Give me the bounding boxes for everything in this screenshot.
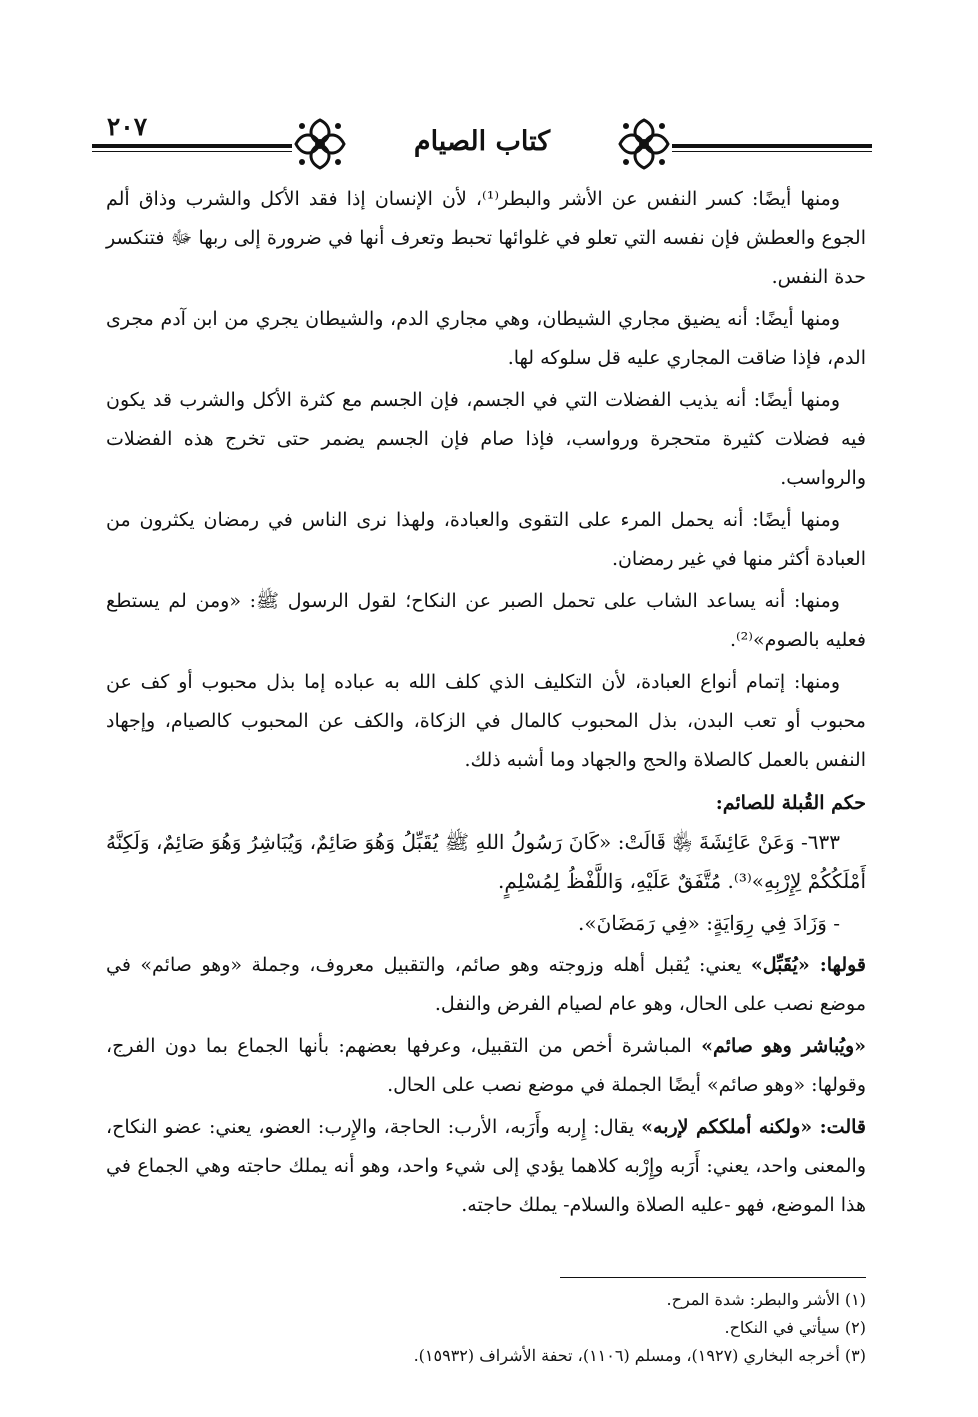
- footnote-divider: [560, 1277, 866, 1278]
- floral-ornament-icon: [292, 116, 348, 172]
- commentary-lead: قولها: «يُقَبِّل»: [750, 954, 867, 976]
- paragraph: ومنها أيضًا: أنه يحمل المرء على التقوى والعبادة، ولهذا نرى الناس في رمضان يكثرون من العبادة أكثر منها في غير رمضان.: [106, 509, 866, 570]
- footnote: (٢) سيأتي في النكاح.: [724, 1318, 866, 1337]
- footnote: (١) الأشر والبطر: شدة المرح.: [666, 1290, 866, 1309]
- footnote: (٣) أخرجه البخاري (١٩٢٧)، ومسلم (١١٠٦)، تحفة الأشراف (١٥٩٣٢).: [413, 1346, 866, 1365]
- hadith-addition: - وَزَادَ فِي رِوَايَةٍ: «فِي رَمَضَانَ».: [577, 911, 840, 935]
- page-header: [92, 108, 872, 170]
- paragraph: ومنها: أنه يساعد الشاب على تحمل الصبر عن النكاح؛ لقول الرسول ﷺ: «ومن لم يستطع فعليه بالصوم»⁽²⁾.: [106, 590, 866, 651]
- commentary-paragraph: [106, 1027, 866, 1105]
- commentary-lead: قالت: «ولكنه أملككم لإربه»: [641, 1116, 866, 1138]
- commentary-lead: «ويُباشر وهو صائم»: [701, 1035, 867, 1057]
- page-number: ٢٠٧: [106, 112, 148, 141]
- commentary-paragraph: [106, 1108, 866, 1225]
- floral-ornament-icon: [616, 116, 672, 172]
- commentary-paragraph: [106, 946, 866, 1024]
- main-text: [106, 180, 866, 1228]
- paragraph: ومنها أيضًا: أنه يذيب الفضلات التي في الجسم، فإن الجسم مع كثرة الأكل والشرب قد يكون فيه فضلات كثيرة متحجرة ورواسب، فإذا صام فإن الجسم يضمر حتى تخرج هذه الفضلات والرواسب.: [106, 389, 866, 489]
- commentary-text: يقال: إِربه وأَرَبه، الأرب: الحاجة، والإِرب: العضو، يعني: عضو النكاح، والمعنى واحد، يعني: أَرَبه وإِرْبه كلاهما يؤدي إلى شيء واحد، وهو أنه يملك حاجته وهي الجماع في هذا الموضع، فهو -عليه الصلاة والسلام- يملك حاجته.: [106, 1116, 866, 1216]
- paragraph: ومنها أيضًا: كسر النفس عن الأشر والبطر⁽¹⁾، لأن الإنسان إذا فقد الأكل والشرب وذاق ألم الجوع والعطش فإن نفسه التي تعلو في غلوائها تحبط وتعرف أنها في ضرورة إلى ربها ﷻ فتنكسر حدة النفس.: [106, 188, 866, 288]
- commentary-text: المباشرة أخص من التقبيل، وعرفها بعضهم: بأنها الجماع بما دون الفرج، وقولها: «وهو صائم» أيضًا الجملة في موضع نصب على الحال.: [106, 1035, 866, 1096]
- footnotes: [106, 1286, 866, 1370]
- hadith-text: ٦٣٣- وَعَنْ عَائِشَةَ ﵂ قَالَتْ: «كَانَ رَسُولُ اللهِ ﷺ يُقَبِّلُ وَهُوَ صَائِمٌ، وَيُبَاشِرُ وَهُوَ صَائِمٌ، وَلَكِنَّهُ أَمْلَكُكُمْ لِإِرْبِهِ»⁽³⁾. مُتَّفَقٌ عَلَيْهِ، وَاللَّفْظُ لِمُسْلِمٍ.: [106, 830, 866, 893]
- title-box: [292, 116, 672, 166]
- paragraph: ومنها: إتمام أنواع العبادة، لأن التكليف الذي كلف الله به عباده إما بذل محبوب أو كف عن محبوب أو تعب البدن، بذل المحبوب كالمال في الزكاة، والكف عن المحبوب كالصيام، وإجهاد النفس بالعمل كالصلاة والحج والجهاد وما أشبه ذلك.: [106, 671, 866, 771]
- section-heading: حكم القُبلة للصائم:: [715, 792, 866, 814]
- commentary-text: يعني: يُقبل أهله وزوجته وهو صائم، والتقبيل معروف، وجملة «وهو صائم» في موضع نصب على الحال، وهو عام لصيام الفرض والنفل.: [106, 954, 866, 1015]
- running-title: كتاب الصيام: [413, 126, 551, 157]
- paragraph: ومنها أيضًا: أنه يضيق مجاري الشيطان، وهي مجاري الدم، والشيطان يجري من ابن آدم مجرى الدم، فإذا ضاقت المجاري عليه قل سلوكه لها.: [106, 308, 866, 369]
